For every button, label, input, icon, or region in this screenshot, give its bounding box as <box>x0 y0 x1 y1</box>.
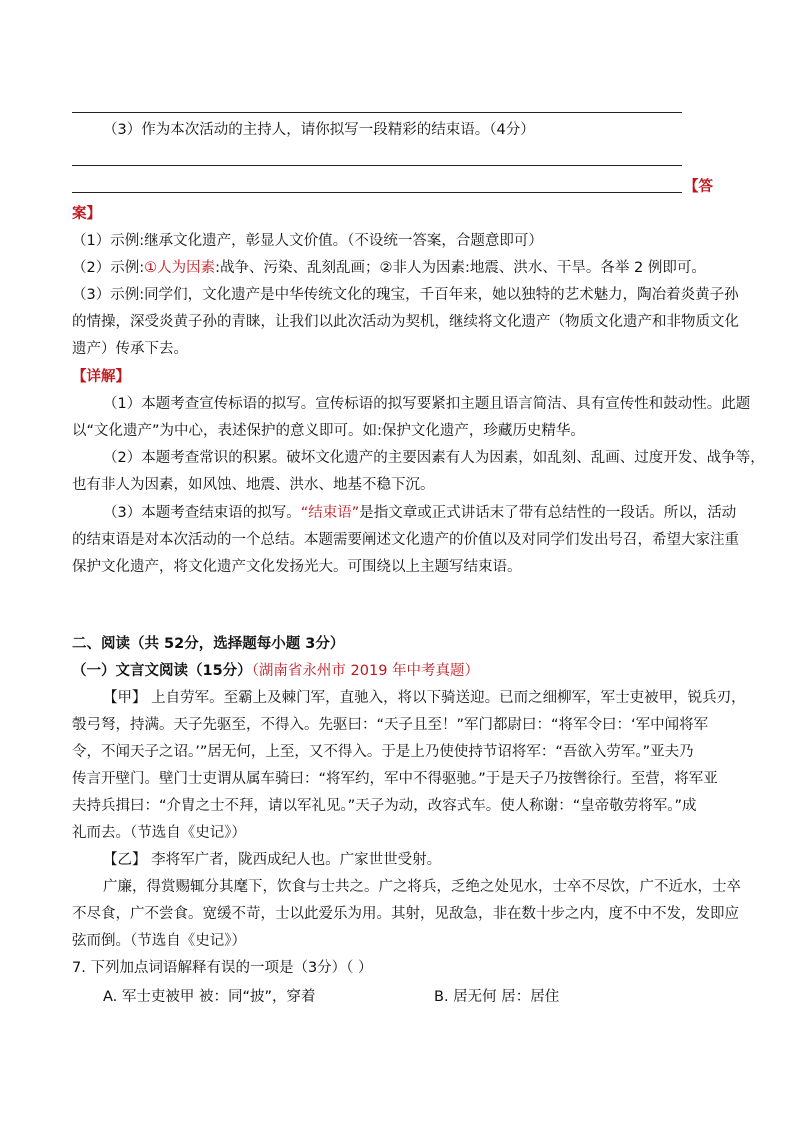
answer-3-line-3: 遗产）传承下去。 <box>72 341 188 357</box>
detail-2-line-1: （2）本题考查常识的积累。破坏文化遗产的主要因素有人为因素，如乱刻、乱画、过度开发、战争等， <box>103 450 765 466</box>
question-7-option-b: B. 居无何 居：居住 <box>434 989 560 1005</box>
passage-yi-line-3: 不尽食，广不尝食。宽缓不苛，士以此爱乐为用。其射，见敌急，非在数十步之内，度不中不发，发即应 <box>72 906 739 922</box>
answer-3-line-2: 的情操，深受炎黄子孙的青睐，让我们以此次活动为契机，继续将文化遗产（物质文化遗产和非物质文化 <box>72 314 739 330</box>
detail-1-line-2: 以“文化遗产”为中心，表述保护的意义即可。如:保护文化遗产，珍藏历史精华。 <box>72 423 585 439</box>
detail-heading: 【详解】 <box>72 369 130 385</box>
answer-2-rest: :战争、污染、乱刻乱画；②非人为因素:地震、洪水、干旱。各举 2 例即可。 <box>215 260 706 276</box>
passage-jia-line-6: 礼而去。（节选自《史记》） <box>72 825 246 841</box>
answer-heading-part1: 【答 <box>684 179 713 195</box>
answer-1: （1）示例:继承文化遗产，彰显人文价值。（不设统一答案，合题意即可） <box>72 233 543 249</box>
sub-section-source: （湖南省永州市 2019 年中考真题） <box>251 663 480 679</box>
answer-2 <box>72 258 706 278</box>
detail-3-rest: 是指文章或正式讲话末了带有总结性的一段话。所以，活动 <box>359 505 737 521</box>
blank-line-2 <box>72 165 682 166</box>
blank-line-1 <box>72 112 682 113</box>
passage-jia-line-3: 令，不闻天子之诏。’”居无何，上至，又不得入。于是上乃使使持节诏将军：“吾欲入劳军。”亚夫乃 <box>72 744 694 760</box>
passage-jia-line-5: 夫持兵揖曰：“介胄之士不拜，请以军礼见。”天子为动，改容式车。使人称谢：“皇帝敬劳将军。”成 <box>72 798 697 814</box>
detail-3-highlight: “结束语” <box>300 505 360 521</box>
section-title: 二、阅读（共 52分，选择题每小题 3分） <box>72 636 345 652</box>
detail-1-line-1: （1）本题考查宣传标语的拟写。宣传标语的拟写要紧扣主题且语言简洁、具有宣传性和鼓动性。此题 <box>103 396 751 412</box>
passage-jia-line-1: 【甲】 上自劳军。至霸上及棘门军，直驰入，将以下骑送迎。已而之细柳军，军士吏被甲，锐兵刃， <box>103 690 746 706</box>
answer-3-line-1: （3）示例:同学们，文化遗产是中华传统文化的瑰宝，千百年来，她以独特的艺术魅力，陶冶着炎黄子孙 <box>72 287 739 303</box>
detail-3-line-1 <box>103 503 736 523</box>
question-7-stem: 7. 下列加点词语解释有误的一项是（3分）（ ） <box>72 960 373 976</box>
detail-3-line-3: 保护文化遗产，将文化遗产文化发扬光大。可围绕以上主题写结束语。 <box>72 559 522 575</box>
detail-3-line-2: 的结束语是对本次活动的一个总结。本题需要阐述文化遗产的价值以及对同学们发出号召，希望大家注重 <box>72 532 739 548</box>
passage-yi-line-2: 广廉，得赏赐辄分其麾下，饮食与士共之。广之将兵，乏绝之处见水，士卒不尽饮，广不近水，士卒 <box>103 879 741 895</box>
question-3-prompt: （3）作为本次活动的主持人，请你拟写一段精彩的结束语。（4分） <box>103 122 535 138</box>
detail-3-prefix: （3）本题考查结束语的拟写。 <box>103 505 301 521</box>
passage-jia-line-4: 传言开壁门。壁门士吏谓从属车骑曰：“将军约，军中不得驱驰。”于是天子乃按辔徐行。至营，将军亚 <box>72 771 718 787</box>
passage-yi-line-4: 弦而倒。（节选自《史记》） <box>72 933 246 949</box>
sub-section-label: （一）文言文阅读（15分） <box>72 663 252 679</box>
detail-2-line-2: 也有非人为因素，如风蚀、地震、洪水、地基不稳下沉。 <box>72 477 435 493</box>
passage-jia-line-2: 彀弓弩，持满。天子先驱至，不得入。先驱曰：“天子且至！”军门都尉曰：“将军令曰：‘军中闻将军 <box>72 717 709 733</box>
sub-section-title <box>72 661 479 681</box>
blank-line-3 <box>72 192 682 193</box>
passage-yi-line-1: 【乙】 李将军广者，陇西成纪人也。广家世世受射。 <box>103 852 442 868</box>
answer-heading-part2: 案】 <box>72 206 101 222</box>
question-7-option-a: A. 军士吏被甲 被：同“披”，穿着 <box>103 989 316 1005</box>
answer-2-prefix: （2）示例: <box>72 260 145 276</box>
answer-2-highlight: ①人为因素 <box>144 260 216 276</box>
